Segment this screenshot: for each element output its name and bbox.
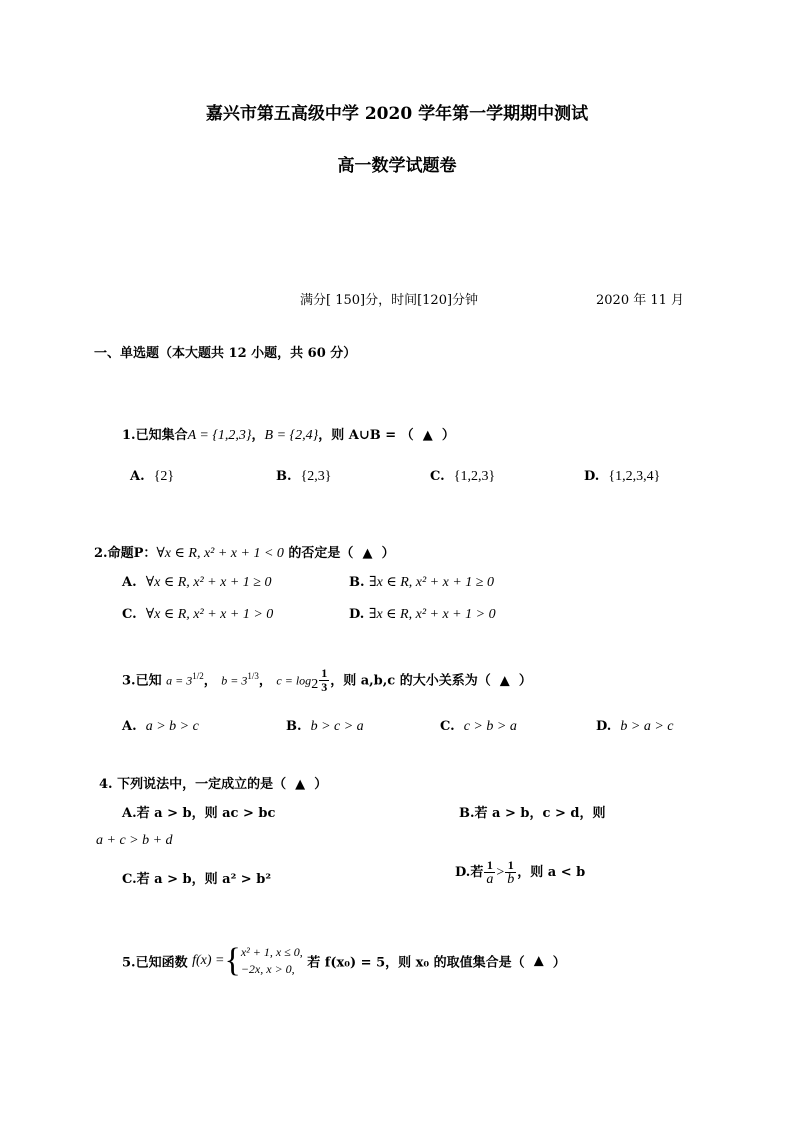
exam-info: 满分[ 150]分，时间[120]分钟: [300, 293, 479, 308]
q1-stem-prefix: 1.已知集合: [122, 428, 188, 443]
q5-middle: 若 f(x₀) = 5，则 x₀ 的取值集合是（: [307, 955, 525, 971]
q2-stem-prefix: 2.命题P：: [94, 546, 157, 561]
q3-c-expr: c = log: [276, 673, 312, 688]
q4-option-b: [459, 802, 605, 821]
q1-option-c: [430, 469, 495, 485]
option-value: ∃x ∈ R, x² + x + 1 ≥ 0: [369, 575, 494, 590]
question-4: [99, 773, 327, 792]
option-value: ∀x ∈ R, x² + x + 1 ≥ 0: [145, 575, 272, 590]
q1-set-a: A = {1,2,3}: [187, 428, 252, 443]
piecewise-brace: {: [224, 942, 241, 979]
option-label: D.: [349, 607, 365, 622]
option-label: A.: [130, 469, 145, 484]
option-value: c > b > a: [463, 719, 517, 734]
answer-marker: ▲: [533, 953, 544, 969]
q3-a-exponent: 1/2: [192, 671, 204, 681]
option-label: A.: [122, 806, 137, 821]
option-label: C.: [440, 719, 455, 734]
q4-option-b-continued: [96, 829, 173, 849]
option-value: a > b > c: [145, 719, 199, 734]
option-value: b > a > c: [620, 719, 674, 734]
q3-c-base: 2: [311, 676, 319, 692]
option-label: B.: [286, 719, 302, 734]
q1-option-d: [584, 469, 660, 485]
q2-close: ）: [381, 546, 395, 561]
piecewise-cases: [241, 944, 303, 978]
answer-marker: ▲: [295, 777, 306, 792]
exam-date: 2020 年 11 月: [596, 293, 685, 308]
option-value: {2,3}: [300, 469, 332, 484]
q3-b-exponent: 1/3: [247, 671, 259, 681]
option-value: {1,2,3}: [453, 469, 496, 484]
q3-close: ）: [518, 673, 532, 689]
q1-close: ）: [441, 428, 455, 443]
option-value: {1,2,3,4}: [608, 469, 661, 484]
q2-option-d: [349, 606, 496, 623]
q4-option-d: D.若 $\frac{1}{a}$ > $\frac{1}{b}$ ，则 a < b: [455, 858, 586, 887]
q4-close: ）: [314, 777, 328, 792]
option-label: D.: [584, 469, 600, 484]
option-label: B.: [459, 806, 475, 821]
option-value: 若 a > b，c > d，则: [474, 806, 606, 821]
option-value: ∀x ∈ R, x² + x + 1 > 0: [145, 607, 274, 622]
exam-subtitle: 高一数学试题卷: [337, 156, 457, 176]
q3-c-fraction: [319, 667, 329, 694]
answer-marker: ▲: [422, 428, 433, 443]
q5-close: ）: [552, 955, 566, 971]
q4-stem: 4. 下列说法中，一定成立的是（: [99, 777, 287, 792]
option-label: D.: [596, 719, 612, 734]
question-2: [94, 542, 395, 562]
q1-option-b: [276, 469, 332, 485]
option-value-line2: a + c > b + d: [96, 833, 173, 848]
q1-stem-suffix: ，则 A∪B = （: [318, 428, 414, 443]
q3-option-d: [596, 719, 674, 735]
fraction-denominator: a: [486, 872, 494, 887]
answer-marker: ▲: [499, 673, 510, 689]
exam-title: 嘉兴市第五高级中学 2020 学年第一学期期中测试: [205, 104, 589, 124]
q5-stem-prefix: 5.已知函数: [122, 955, 188, 971]
option-prefix: 若: [470, 865, 484, 880]
q3-stem-prefix: 3.已知: [122, 673, 162, 689]
q1-option-a: [130, 469, 174, 485]
fraction-denominator: 3: [321, 680, 328, 695]
option-value: {2}: [153, 469, 175, 484]
fraction-numerator: 1: [321, 666, 328, 681]
fraction-numerator: 1: [484, 859, 495, 873]
option-label: C.: [122, 872, 137, 887]
fraction-1-over-b: [505, 859, 516, 886]
q1-set-b: B = {2,4}: [264, 428, 319, 443]
q4-option-c: [122, 868, 271, 887]
question-5: [122, 944, 566, 978]
option-value: 若 a > b，则 a² > b²: [136, 872, 272, 887]
q3-option-b: [286, 719, 364, 735]
q4-option-a: [122, 802, 275, 821]
option-label: A.: [122, 719, 137, 734]
question-1: 1.已知集合A = {1,2,3}，B = {2,4}，则 A∪B = （ ▲ ）: [122, 428, 455, 443]
fraction-1-over-a: [484, 859, 495, 886]
option-label: B.: [349, 575, 365, 590]
option-value: b > c > a: [310, 719, 364, 734]
q2-stem-suffix: 的否定是（: [283, 546, 354, 561]
q3-stem-suffix: ，则 a,b,c 的大小关系为（: [330, 673, 491, 689]
q2-proposition: ∀x ∈ R, x² + x + 1 < 0: [156, 546, 284, 561]
option-label: C.: [430, 469, 445, 484]
q3-option-a: [122, 719, 199, 735]
q2-option-a: [122, 574, 271, 591]
q2-option-b: [349, 574, 494, 591]
option-label: D.: [455, 865, 471, 880]
question-3: 3.已知 $a = 3^{1/2}$， $b = 3^{1/3}$， $c = \log_2$ $\frac{1}{3}$ ，则 a,b,c 的大小关系为（ ▲ ）: [122, 666, 532, 695]
option-label: A.: [122, 575, 137, 590]
q3-b-expr: b = 3: [221, 673, 248, 688]
option-label: C.: [122, 607, 137, 622]
q3-option-c: [440, 719, 517, 735]
option-label: B.: [276, 469, 292, 484]
fraction-denominator: b: [507, 872, 515, 887]
q2-option-c: [122, 606, 273, 623]
fraction-numerator: 1: [505, 859, 516, 873]
q5-function: f(x) =: [192, 953, 225, 968]
option-suffix: ，则 a < b: [517, 865, 586, 880]
option-value: ∃x ∈ R, x² + x + 1 > 0: [368, 607, 496, 622]
option-value: 若 a > b，则 ac > bc: [136, 806, 276, 821]
piece-case-2: −2x, x > 0,: [240, 962, 295, 976]
section-heading: 一、单选题（本大题共 12 小题，共 60 分）: [94, 346, 357, 361]
q3-a-expr: a = 3: [166, 673, 193, 688]
piece-case-1: x² + 1, x ≤ 0,: [240, 945, 303, 959]
answer-marker: ▲: [362, 546, 373, 561]
